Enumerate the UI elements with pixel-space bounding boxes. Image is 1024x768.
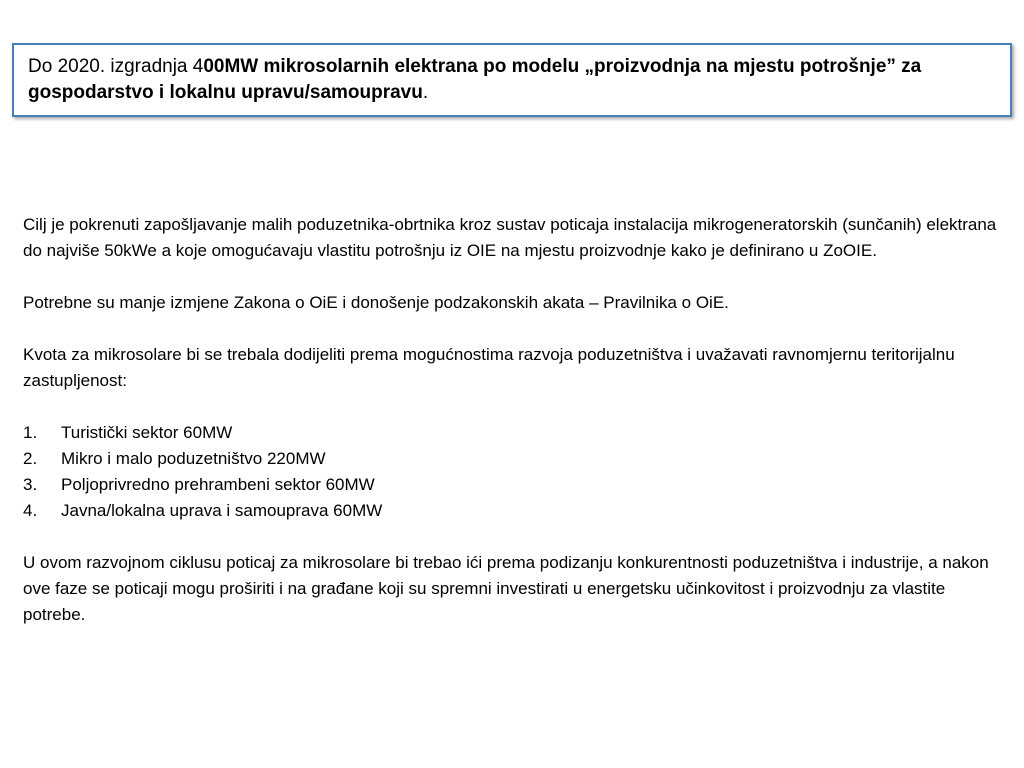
list-item-number: 2. — [23, 449, 38, 468]
paragraph-goal: Cilj je pokrenuti zapošljavanje malih poduzetnika-obrtnika kroz sustav poticaja instalacija mikrogeneratorskih (sunčanih) elektrana do najviše 50kWe a koje omogućavaju vlastitu potrošnju iz OIE na mjestu proizvodnje kako je definirano u ZoOIE. — [23, 215, 997, 260]
paragraph-cycle: U ovom razvojnom ciklusu poticaj za mikrosolare bi trebao ići prema podizanju konkurentnosti poduzetništva i industrije, a nakon ove faze se poticaji mogu proširiti i na građane koji su spremni investirati u energetsku učinkovitost i proizvodnju za vlastite potrebe. — [23, 553, 989, 624]
title-text-start: Do 2020. izgradnja 4 — [28, 56, 204, 77]
paragraph-quota: Kvota za mikrosolare bi se trebala dodijeliti prema mogućnostima razvoja poduzetništva i uvažavati ravnomjernu teritorijalnu zastupljenost: — [23, 345, 955, 390]
list-item-number: 1. — [23, 423, 38, 442]
list-item-text: Turistički sektor 60MW — [61, 423, 233, 442]
title-text-end: . — [422, 82, 429, 103]
spacer — [23, 394, 1003, 420]
paragraph-legislation: Potrebne su manje izmjene Zakona o OiE i donošenje podzakonskih akata – Pravilnika o OiE. — [23, 293, 729, 312]
list-item-text: Mikro i malo poduzetništvo 220MW — [61, 449, 326, 468]
list-item — [23, 498, 1003, 524]
list-item-text: Javna/lokalna uprava i samouprava 60MW — [61, 501, 383, 520]
list-item-number: 4. — [23, 501, 38, 520]
spacer — [23, 264, 1003, 290]
title-text-bold: 00MW mikrosolarnih elektrana po modelu „proizvodnja na mjestu potrošnje” za gospodarstvo i lokalnu upravu/samoupravu — [28, 56, 922, 103]
list-item-text: Poljoprivredno prehrambeni sektor 60MW — [61, 475, 375, 494]
title-box — [12, 43, 1012, 117]
quota-list — [23, 420, 1003, 524]
list-item — [23, 420, 1003, 446]
list-item-number: 3. — [23, 475, 38, 494]
spacer — [23, 316, 1003, 342]
spacer — [23, 524, 1003, 550]
list-item — [23, 472, 1003, 498]
body-content — [23, 212, 1003, 628]
list-item — [23, 446, 1003, 472]
